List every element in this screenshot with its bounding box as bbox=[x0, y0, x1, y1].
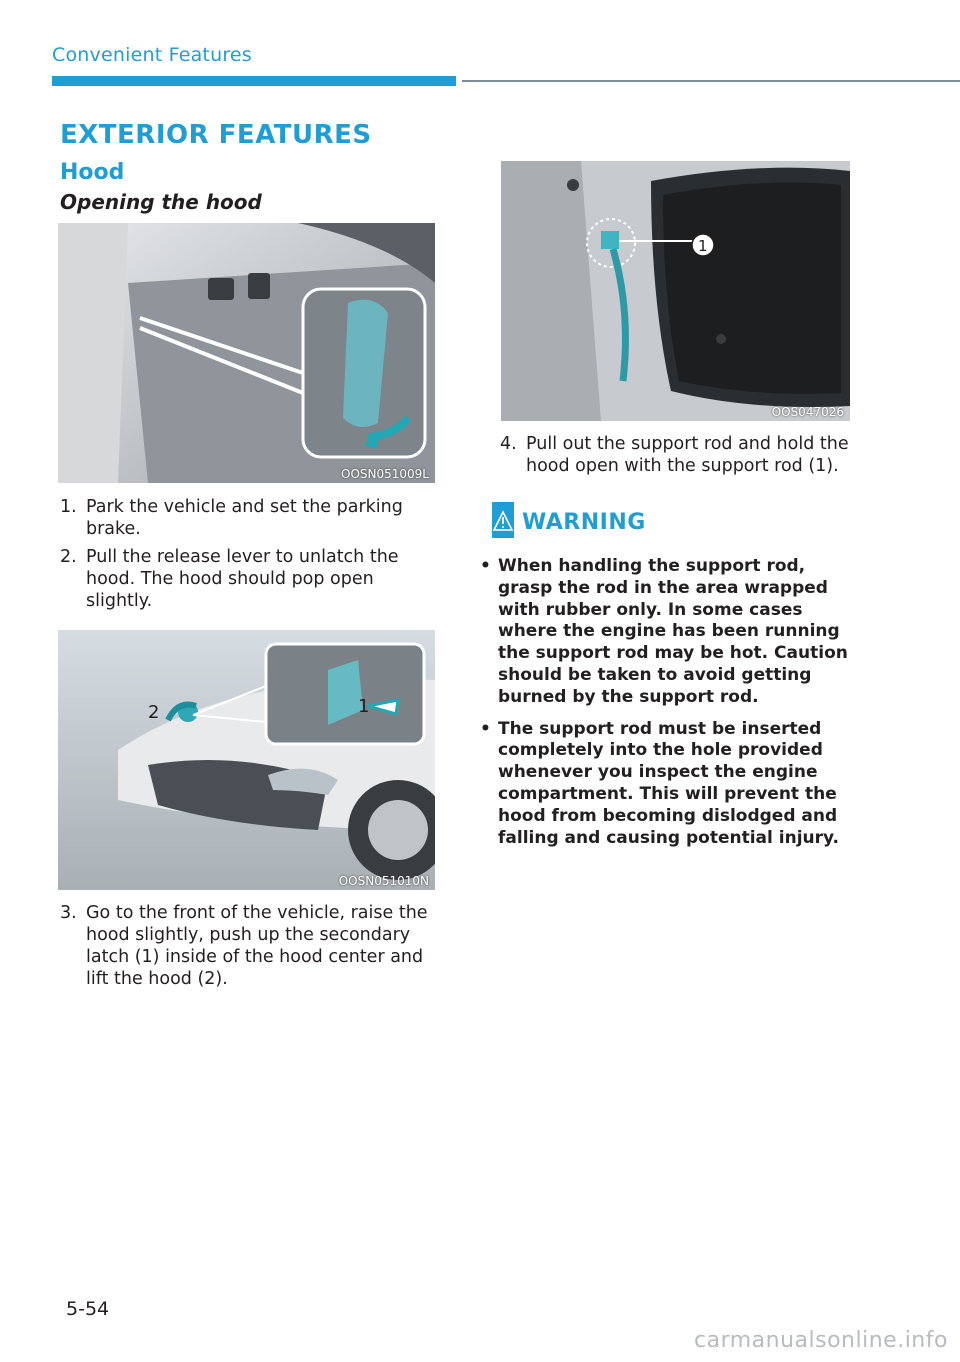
warning-text: When handling the support rod, grasp the rod in the area wrapped with rubber only. In some cases where the engine has been running the support rod may be hot. Caution should be taken to avoid getting burned by the support rod. bbox=[498, 556, 848, 707]
header-bar bbox=[52, 76, 456, 86]
step-text: Pull out the support rod and hold the hood open with the support rod (1). bbox=[526, 434, 849, 476]
step-3 bbox=[60, 902, 440, 990]
secondary-latch-illustration bbox=[58, 630, 435, 890]
header-title: Convenient Features bbox=[52, 44, 252, 66]
step-text: Pull the release lever to unlatch the hood. The hood should pop open slightly. bbox=[86, 547, 399, 611]
subsection-title: Hood bbox=[60, 160, 125, 185]
step-1 bbox=[60, 496, 440, 540]
step-number: 4. bbox=[500, 434, 517, 454]
step-text: Go to the front of the vehicle, raise the hood slightly, push up the secondary latch (1) inside of the hood center and lift the hood (2). bbox=[86, 903, 428, 989]
step-4 bbox=[500, 433, 850, 477]
figure-code: OOS047026 bbox=[771, 405, 844, 419]
release-lever-illustration bbox=[58, 223, 435, 483]
figure-code: OOSN051010N bbox=[338, 874, 429, 888]
figure-secondary-latch bbox=[58, 630, 435, 890]
section-title: EXTERIOR FEATURES bbox=[60, 120, 372, 150]
warning-label: WARNING bbox=[522, 510, 646, 535]
warning-icon bbox=[492, 502, 514, 538]
support-rod-illustration bbox=[501, 161, 850, 421]
figure-release-lever bbox=[58, 223, 435, 483]
step-2 bbox=[60, 546, 440, 612]
step-number: 2. bbox=[60, 547, 77, 567]
header-rule bbox=[462, 80, 960, 82]
step-text: Park the vehicle and set the parking brake. bbox=[86, 497, 403, 539]
callout-1: 1 bbox=[698, 237, 708, 255]
watermark: carmanualsonline.info bbox=[694, 1328, 948, 1353]
warning-item: • The support rod must be inserted completely into the hole provided whenever you inspect the engine compartment. This will prevent the hood from becoming dislodged and falling and causing potential injury. bbox=[480, 718, 839, 848]
figure-code: OOSN051009L bbox=[341, 467, 429, 481]
callout-2: 2 bbox=[148, 702, 160, 723]
step-number: 3. bbox=[60, 903, 77, 923]
warning-list bbox=[478, 556, 848, 859]
callout-1: 1 bbox=[358, 696, 370, 717]
warning-item: • When handling the support rod, grasp the rod in the area wrapped with rubber only. In some cases where the engine has been running the support rod may be hot. Caution should be taken to avoid getting burned by the support rod. bbox=[480, 556, 848, 707]
step-number: 1. bbox=[60, 497, 77, 517]
figure-support-rod bbox=[501, 161, 850, 421]
warning-text: The support rod must be inserted completely into the hole provided whenever you inspect the engine compartment. This will prevent the hood from becoming dislodged and falling and causing potential injury. bbox=[498, 718, 839, 848]
page-number: 5-54 bbox=[66, 1298, 110, 1320]
procedure-title: Opening the hood bbox=[60, 190, 262, 214]
